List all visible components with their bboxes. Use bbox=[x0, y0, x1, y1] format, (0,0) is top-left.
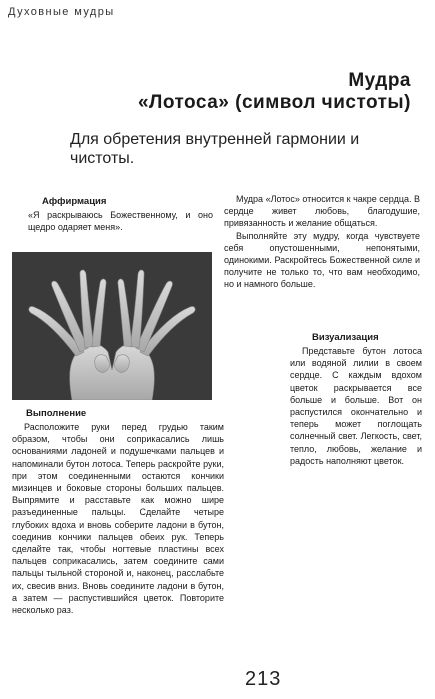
execution-heading: Выполнение bbox=[26, 408, 87, 419]
visualization-heading: Визуализация bbox=[312, 332, 379, 343]
affirmation-text: «Я раскрываюсь Божественному, и оно щедро одаряет меня». bbox=[28, 210, 213, 233]
intro-paragraph: Выполняйте эту мудру, когда чувствуете себя опустошенными, непонятыми, одинокими. Раскройтесь Божественной силе и получите не только то, что вам необходимо, но и намного больше. bbox=[224, 230, 420, 290]
hands-photo bbox=[12, 252, 212, 400]
title-line-2: «Лотоса» (символ чистоты) bbox=[137, 92, 411, 113]
execution-section bbox=[12, 408, 224, 616]
visualization-section bbox=[290, 332, 422, 467]
page-title bbox=[31, 70, 411, 114]
affirmation-section bbox=[28, 196, 213, 233]
running-head: Духовные мудры bbox=[8, 6, 115, 18]
intro-paragraph: Мудра «Лотос» относится к чакре сердца. В сердце живет любовь, благодушие, привязанность и желание общаться. bbox=[224, 194, 420, 229]
execution-text: Расположите руки перед грудью таким образом, чтобы они соприкасались лишь основаниями ладоней и подушечками пальцев и напоминали бутон лотоса. Теперь раскройте руки, при этом соединенными остаются кончики мизинцев и боковые стороны больших пальцев. Выпрямите и расставьте как можно шире разъединенные пальцы. Сделайте четыре глубоких вдоха и вновь соберите ладони в бутон, соединив кончики пальцев обеих рук. Теперь сделайте так, чтобы ногтевые пластины всех пальцев соприкасались, затем соедините сами пальцы тыльной стороной и, наконец, расслабьте их, свесив вниз. Вновь соедините ладони в бутон, а затем — распустившийся цветок. Повторите несколько раз. bbox=[12, 422, 224, 616]
title-line-1: Мудра bbox=[348, 70, 411, 91]
lotus-mudra-hands-image bbox=[12, 252, 212, 400]
subtitle: Для обретения внутренней гармонии и чистоты. bbox=[70, 131, 360, 167]
intro-column bbox=[224, 193, 420, 291]
affirmation-heading: Аффирмация bbox=[42, 196, 107, 207]
visualization-text: Представьте бутон лотоса или водяной лилии в своем сердце. С каждым вдохом цветок раскрывается все больше и больше. Вот он распустился окончательно и теперь может поглощать солнечный свет. Легкость, свет, тепло, любовь, желание и радость наполняют цветок. bbox=[290, 346, 422, 466]
page-number: 213 bbox=[245, 668, 282, 690]
